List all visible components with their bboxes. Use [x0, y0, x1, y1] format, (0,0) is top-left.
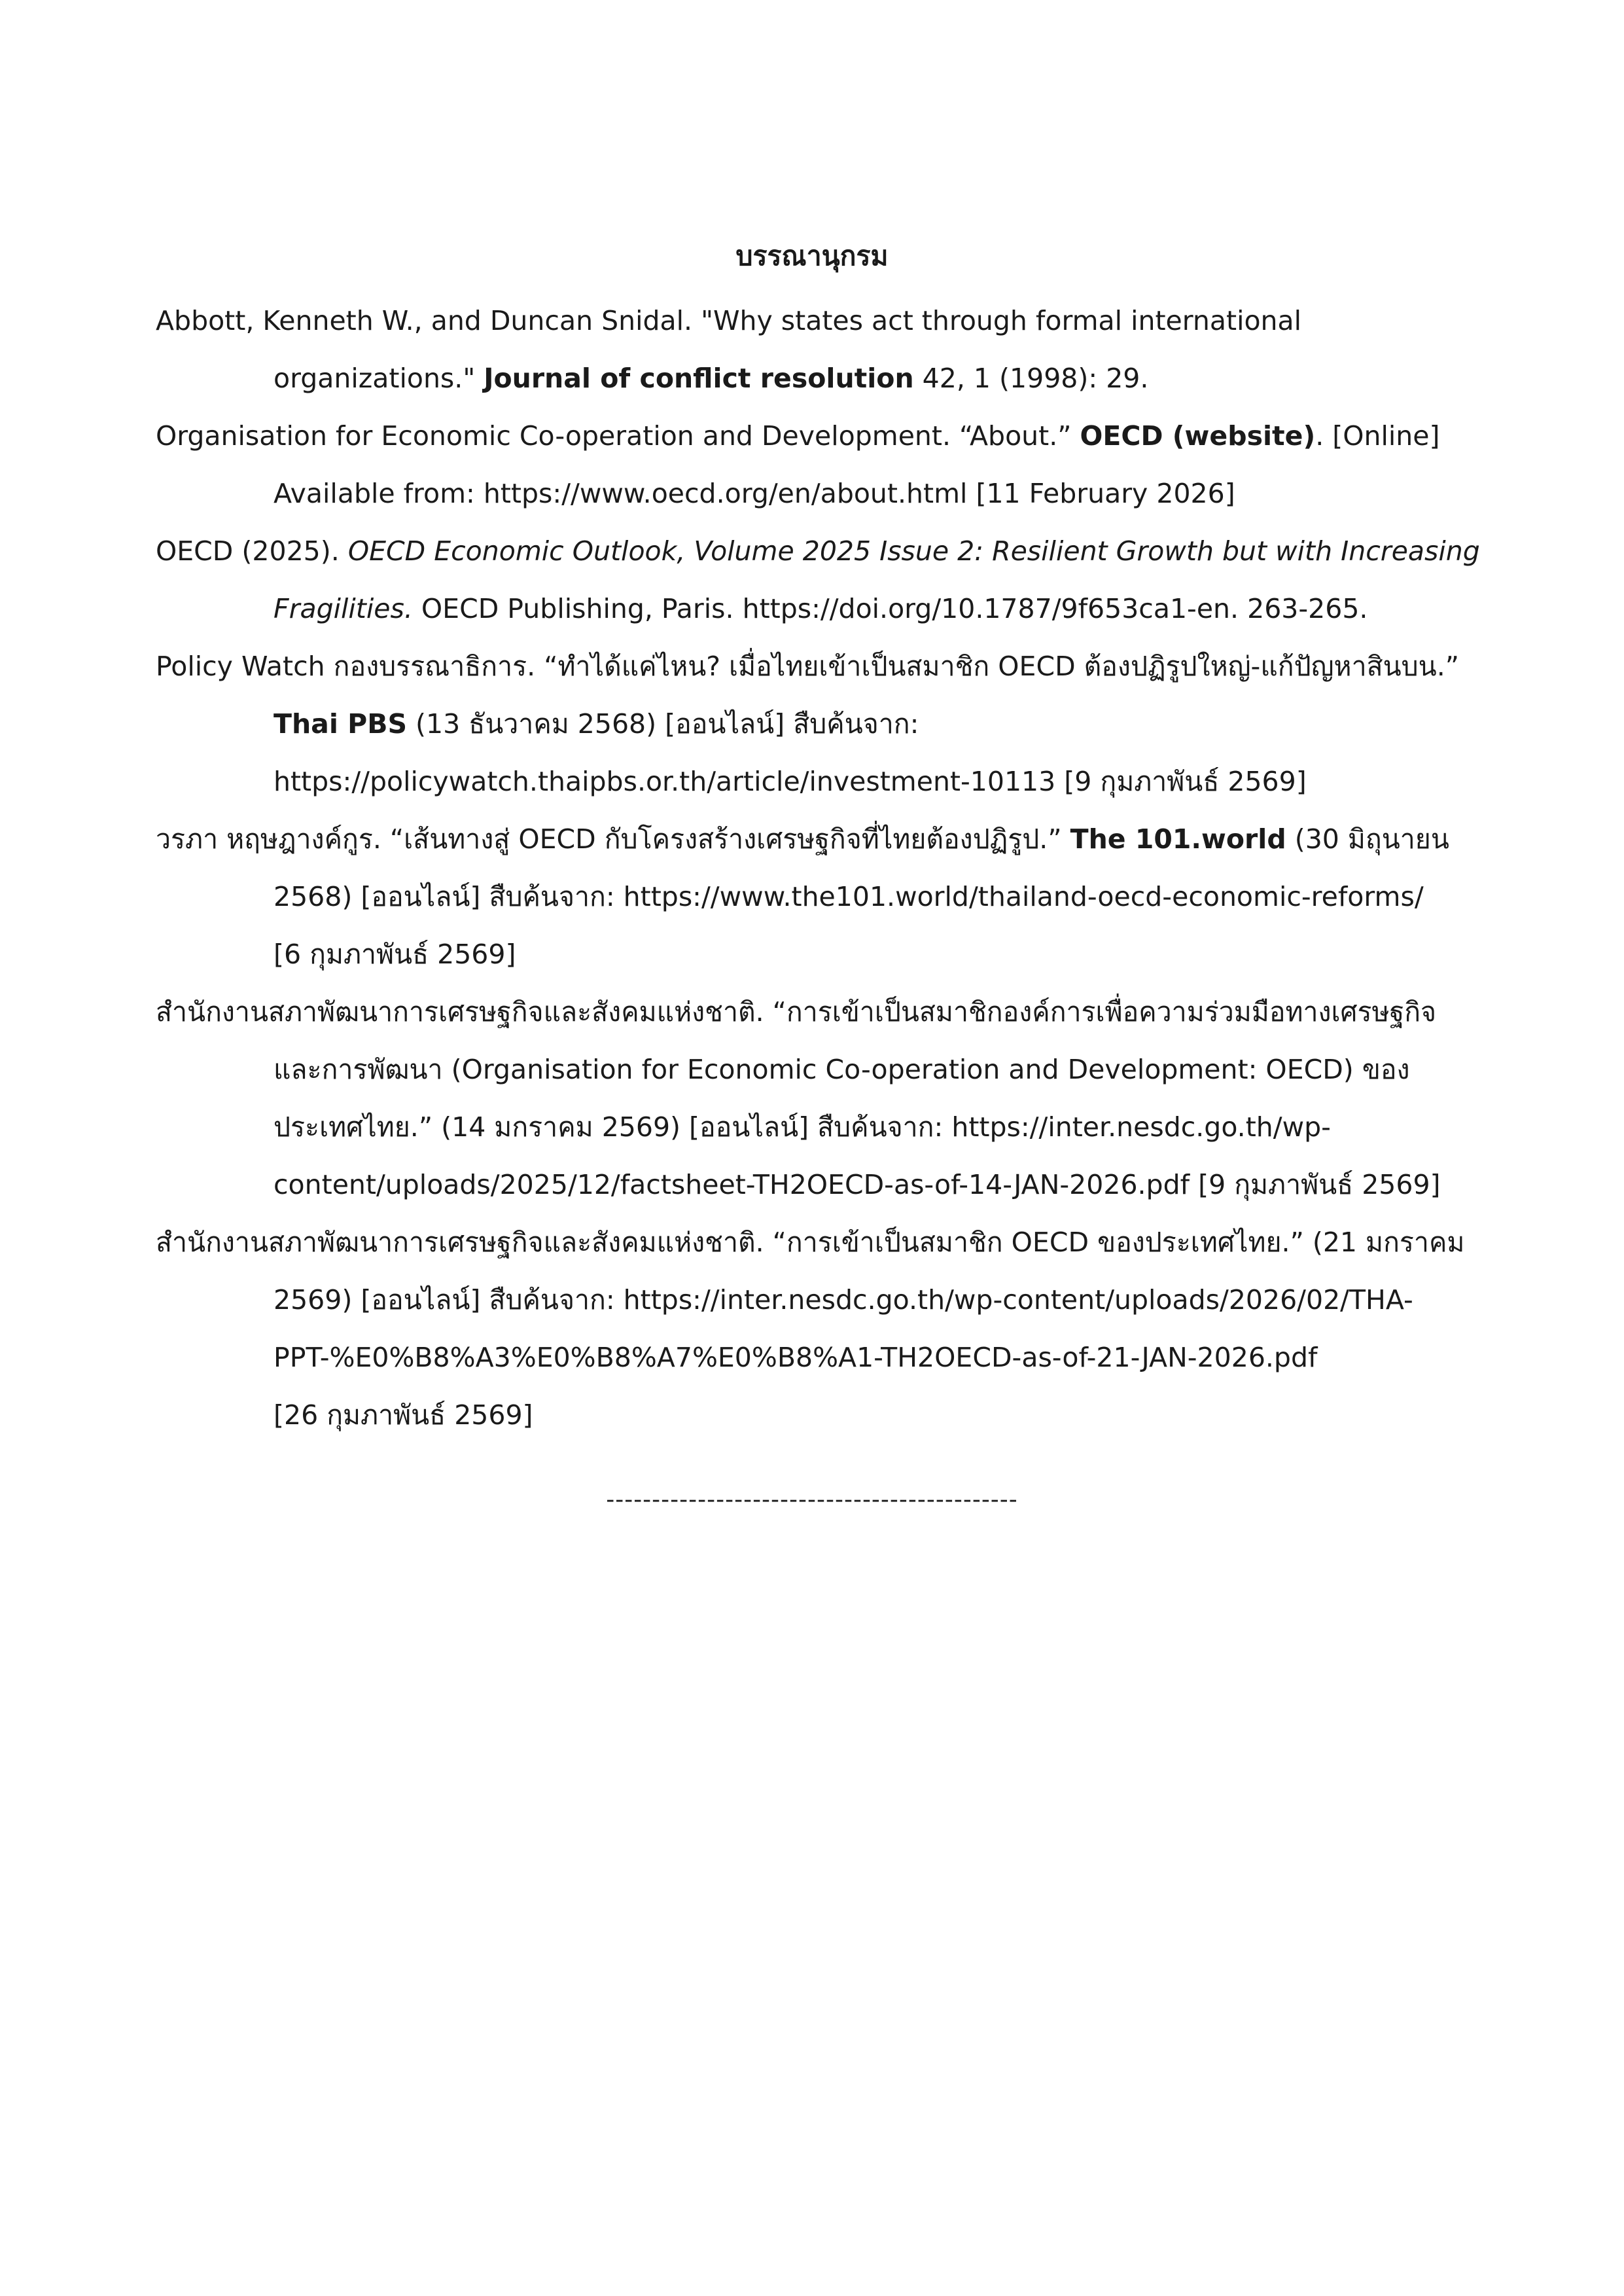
entry-line [156, 1156, 1464, 1213]
entry-line [156, 695, 1464, 753]
entry-line [156, 292, 1464, 350]
entry-text: [6 กุมภาพันธ์ 2569] [274, 939, 516, 970]
journal-title: Journal of conflict resolution [484, 363, 914, 394]
source-title: Thai PBS [274, 708, 407, 740]
entry-text: Abbott, Kenneth W., and Duncan Snidal. "Why states act through formal international [156, 305, 1302, 336]
bibliography-title: บรรณานุกรม [735, 240, 889, 272]
entry-text: Policy Watch กองบรรณาธิการ. “ทำได้แค่ไหน? เมื่อไทยเข้าเป็นสมาชิก OECD ต้องปฏิรูปใหญ่-แก้ปัญหาสินบน.” [156, 651, 1459, 682]
report-title: Fragilities. [274, 593, 413, 624]
entry-text: . [Online] [1315, 420, 1440, 452]
report-title: OECD Economic Outlook, Volume 2025 Issue 2: Resilient Growth but with Increasing [347, 535, 1480, 567]
entry-line [156, 868, 1464, 925]
entry-text: Available from: https://www.oecd.org/en/about.html [11 February 2026] [274, 478, 1235, 509]
entry-text: OECD Publishing, Paris. https://doi.org/10.1787/9f653ca1-en. 263-265. [412, 593, 1368, 624]
entry-line [156, 407, 1464, 465]
entry-line [156, 465, 1464, 522]
entry-text: content/uploads/2025/12/factsheet-TH2OECD-as-of-14-JAN-2026.pdf [9 กุมภาพันธ์ 2569] [274, 1169, 1441, 1200]
entry-text: PPT-%E0%B8%A3%E0%B8%A7%E0%B8%A1-TH2OECD-as-of-21-JAN-2026.pdf [274, 1342, 1318, 1373]
bibliography-list [156, 292, 1480, 1444]
entry-line [156, 983, 1464, 1041]
source-title: OECD (website) [1080, 420, 1316, 452]
entry-text: (13 ธันวาคม 2568) [ออนไลน์] สืบค้นจาก: [406, 708, 919, 740]
entry-text: สำนักงานสภาพัฒนาการเศรษฐกิจและสังคมแห่งชาติ. “การเข้าเป็นสมาชิก OECD ของประเทศไทย.” (21 มกราคม [156, 1227, 1465, 1258]
bibliography-entry [156, 983, 1464, 1213]
end-divider: --------------------------------------------- [606, 1486, 1018, 1513]
entry-text: และการพัฒนา (Organisation for Economic Co-operation and Development: OECD) ของ [274, 1054, 1410, 1085]
entry-line [156, 637, 1464, 695]
entry-line [156, 753, 1464, 810]
entry-text: 42, 1 (1998): 29. [913, 363, 1149, 394]
bibliography-entry [156, 522, 1480, 637]
entry-text: organizations." [274, 363, 484, 394]
entry-text: วรภา หฤษฎางค์กูร. “เส้นทางสู่ OECD กับโครงสร้างเศรษฐกิจที่ไทยต้องปฏิรูป.” [156, 823, 1070, 855]
entry-text: [26 กุมภาพันธ์ 2569] [274, 1399, 533, 1431]
entry-text: 2568) [ออนไลน์] สืบค้นจาก: https://www.the101.world/thailand-oecd-economic-reforms/ [274, 881, 1424, 912]
bibliography-entry [156, 292, 1464, 407]
bibliography-entry [156, 637, 1464, 810]
entry-line [156, 1271, 1464, 1329]
entry-line [156, 1098, 1464, 1156]
bibliography-entry [156, 810, 1464, 983]
bibliography-entry [156, 407, 1464, 522]
entry-line [156, 1386, 1464, 1444]
entry-line [156, 925, 1464, 983]
entry-text: OECD (2025). [156, 535, 348, 567]
entry-text: https://policywatch.thaipbs.or.th/article/investment-10113 [9 กุมภาพันธ์ 2569] [274, 766, 1307, 797]
entry-text: (30 มิถุนายน [1286, 823, 1449, 855]
entry-line [156, 810, 1464, 868]
entry-line [156, 1329, 1464, 1386]
source-title: The 101.world [1070, 823, 1286, 855]
entry-text: ประเทศไทย.” (14 มกราคม 2569) [ออนไลน์] สืบค้นจาก: https://inter.nesdc.go.th/wp- [274, 1111, 1331, 1143]
entry-text: Organisation for Economic Co-operation and Development. “About.” [156, 420, 1080, 452]
entry-text: สำนักงานสภาพัฒนาการเศรษฐกิจและสังคมแห่งชาติ. “การเข้าเป็นสมาชิกองค์การเพื่อความร่วมมือทางเศรษฐกิจ [156, 996, 1437, 1028]
entry-line [156, 580, 1464, 637]
bibliography-entry [156, 1213, 1464, 1444]
entry-text: 2569) [ออนไลน์] สืบค้นจาก: https://inter.nesdc.go.th/wp-content/uploads/2026/02/THA- [274, 1284, 1413, 1316]
entry-line [156, 350, 1464, 407]
entry-line [156, 1041, 1464, 1098]
entry-line [156, 1213, 1464, 1271]
entry-line [156, 522, 1480, 580]
